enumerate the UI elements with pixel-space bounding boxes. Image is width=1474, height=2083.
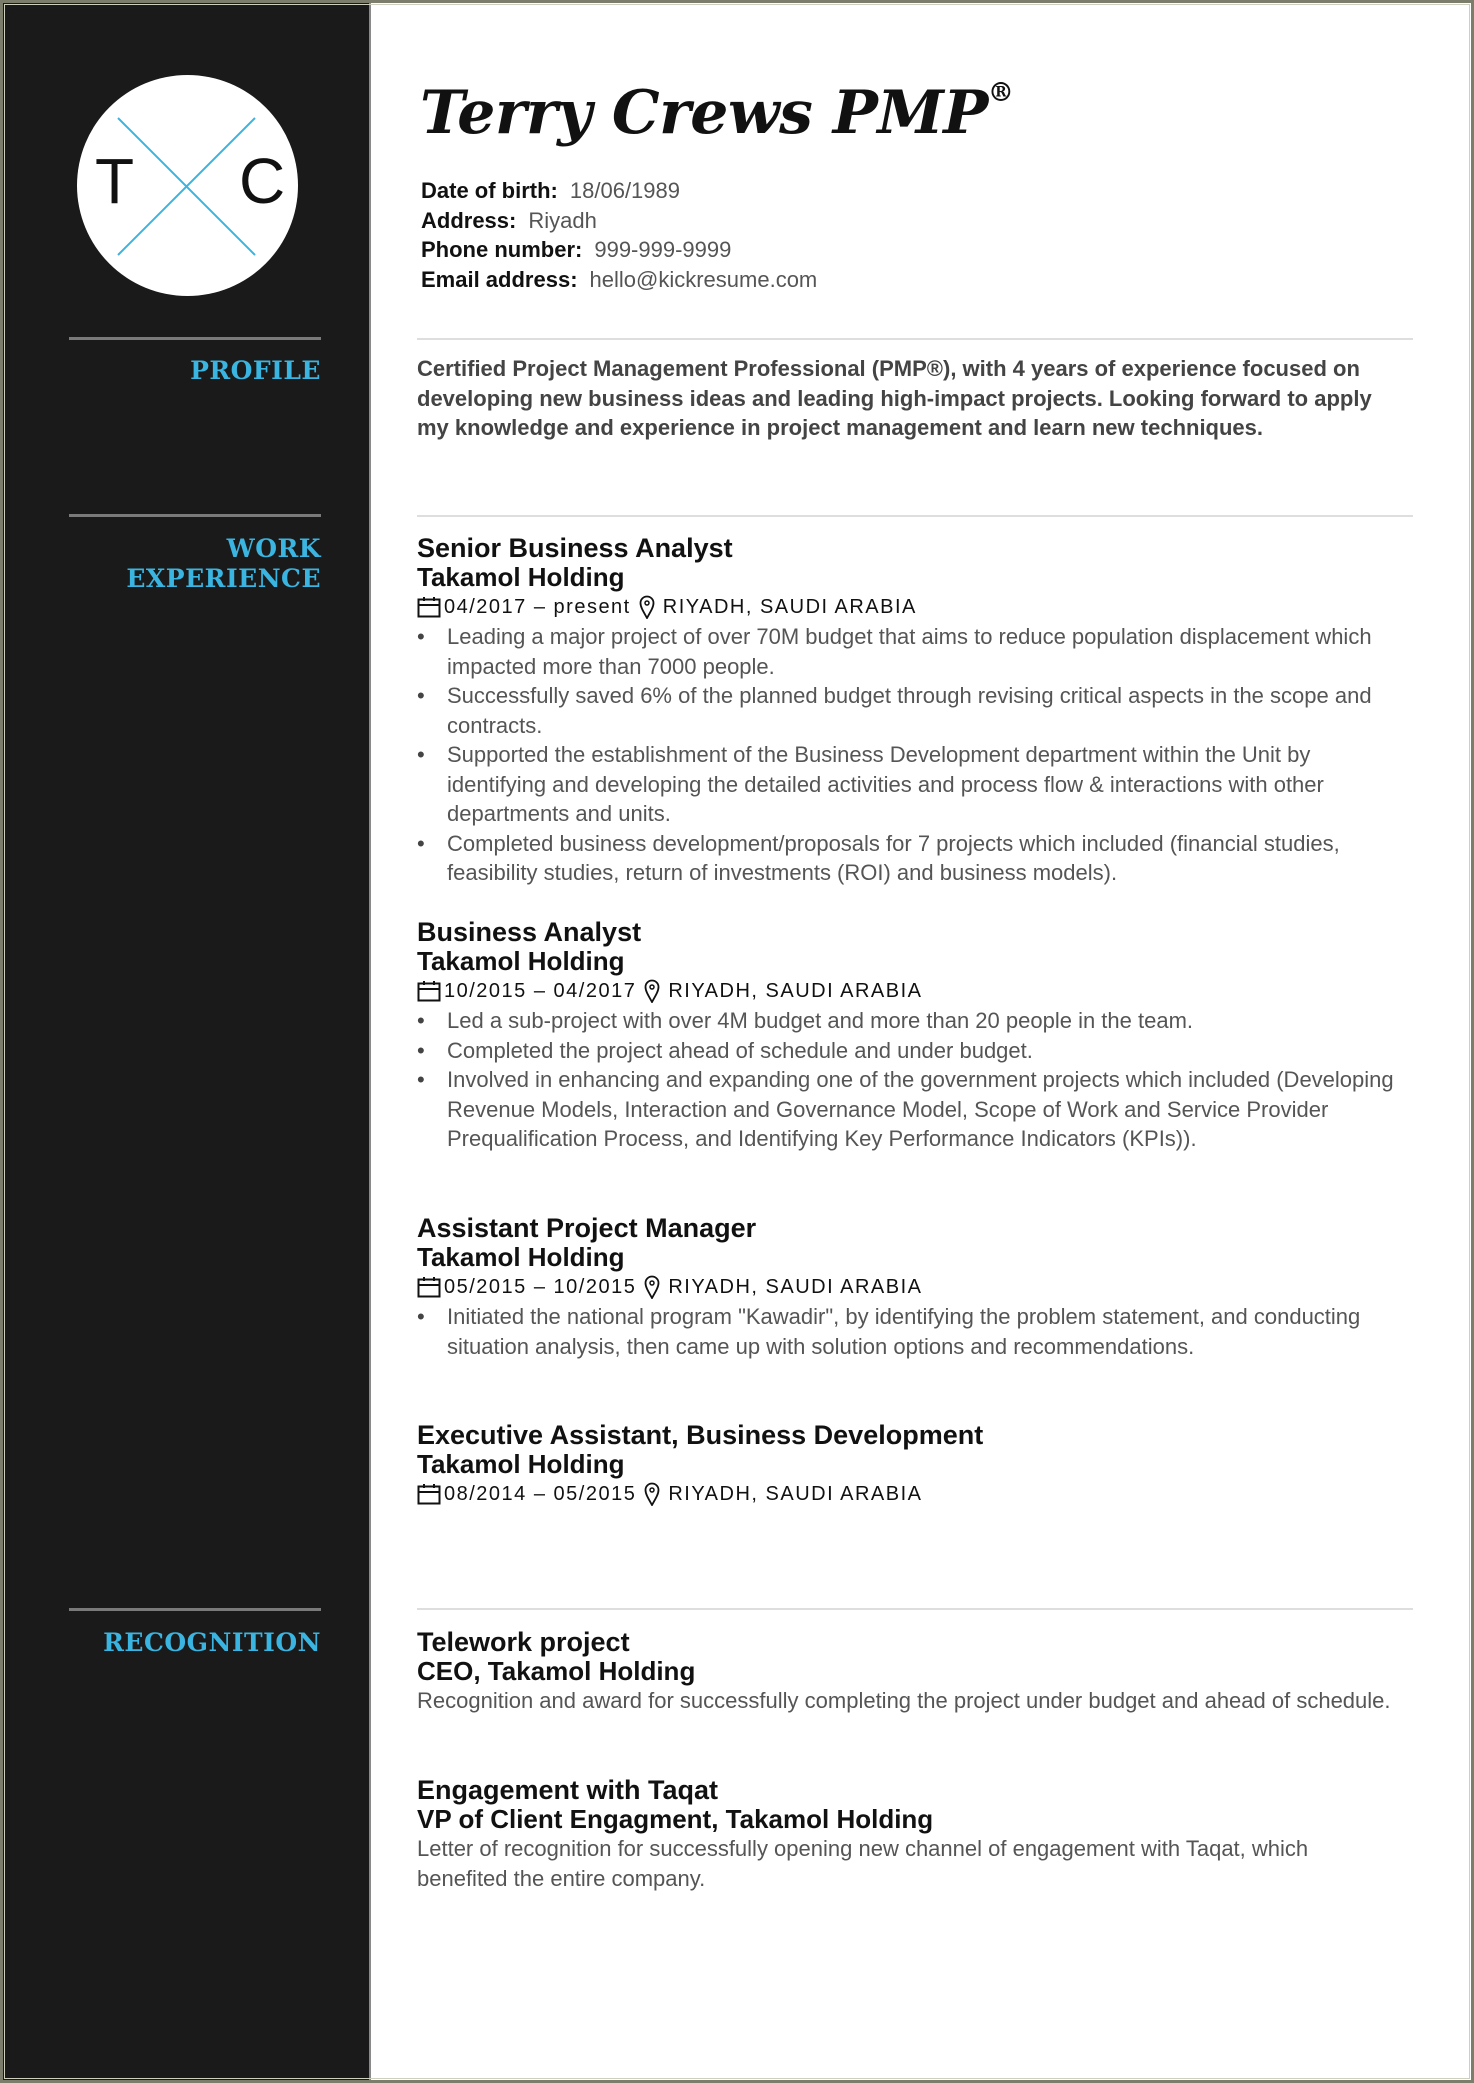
job-company: Takamol Holding — [417, 946, 625, 976]
job-location: RIYADH, SAUDI ARABIA — [668, 980, 923, 1002]
calendar-icon — [417, 596, 441, 618]
contact-label: Date of birth: — [421, 178, 558, 203]
job-bullet: • Initiated the national program "Kawadir", by identifying the problem statement, and conducting situation analysis, then came up with solution options and recommendations. — [447, 1302, 1397, 1361]
job-company: Takamol Holding — [417, 1449, 625, 1479]
location-pin-icon — [639, 595, 655, 619]
job-bullet: • Led a sub-project with over 4M budget and more than 20 people in the team. — [447, 1006, 1397, 1036]
job-location: RIYADH, SAUDI ARABIA — [668, 1483, 923, 1505]
section-label-profile: PROFILE — [190, 356, 321, 385]
registered-mark: ® — [987, 78, 1014, 108]
job-meta — [417, 1479, 1397, 1509]
contact-label: Phone number: — [421, 237, 583, 262]
initial-second: C — [239, 145, 286, 217]
recognition-issuer: VP of Client Engagment, Takamol Holding — [417, 1804, 934, 1834]
job-title: Executive Assistant, Business Development — [417, 1420, 984, 1450]
contact-row-email — [421, 265, 817, 295]
job-bullet: • Involved in enhancing and expanding one of the government projects which included (Developing Revenue Models, Interaction and Governance Model, Scope of Work and Service Provider Prequalification Process, and Identifying Key Performance Indicators (KPIs)). — [447, 1065, 1397, 1154]
job-bullet: • Completed the project ahead of schedule and under budget. — [447, 1036, 1397, 1066]
calendar-icon — [417, 1276, 441, 1298]
calendar-icon — [417, 980, 441, 1002]
profile-summary: Certified Project Management Professional (PMP®), with 4 years of experience focused on developing new business ideas and leading high-impact projects. Looking forward to apply my knowledge and experience in project management and learn new techniques. — [417, 356, 1372, 440]
sidebar — [3, 3, 371, 2080]
job-dates: 08/2014 – 05/2015 — [444, 1483, 637, 1505]
recognition-description: Recognition and award for successfully completing the project under budget and ahead of schedule. — [417, 1688, 1391, 1713]
candidate-name: Terry Crews PMP — [420, 78, 988, 148]
recognition-entry — [417, 1628, 1397, 1716]
sidebar-divider — [69, 514, 321, 517]
contact-value: 999-999-9999 — [594, 237, 732, 262]
contact-value: Riyadh — [528, 207, 597, 233]
job-title: Assistant Project Manager — [417, 1213, 757, 1243]
job-company: Takamol Holding — [417, 1242, 625, 1272]
location-pin-icon — [644, 979, 660, 1003]
job-bullet: • Completed business development/proposals for 7 projects which included (financial studies, feasibility studies, return of investments (ROI) and business models). — [447, 829, 1397, 888]
contact-row-phone — [421, 235, 817, 265]
job-meta — [417, 976, 1397, 1006]
recognition-description: Letter of recognition for successfully opening new channel of engagement with Taqat, which benefited the entire company. — [417, 1836, 1309, 1891]
recognition-title: Telework project — [417, 1627, 630, 1657]
job-bullet: • Successfully saved 6% of the planned budget through revising critical aspects in the scope and contracts. — [447, 681, 1397, 740]
recognition-title: Engagement with Taqat — [417, 1775, 719, 1805]
job-bullet: • Supported the establishment of the Business Development department within the Unit by identifying and developing the detailed activities and process flow & interactions with other departments and units. — [447, 740, 1397, 829]
job-dates: 10/2015 – 04/2017 — [444, 980, 637, 1002]
contact-value[interactable]: hello@kickresume.com — [589, 266, 818, 292]
location-pin-icon — [644, 1482, 660, 1506]
page-title — [420, 78, 1013, 148]
location-pin-icon — [644, 1275, 660, 1299]
section-divider — [417, 515, 1413, 517]
contact-label: Address: — [421, 207, 517, 233]
contact-details — [421, 176, 817, 294]
job-bullets — [417, 1006, 1397, 1154]
calendar-icon — [417, 1483, 441, 1505]
section-label-line: EXPERIENCE — [126, 564, 321, 593]
section-divider — [417, 1608, 1413, 1610]
initial-first: T — [95, 145, 135, 217]
job-location: RIYADH, SAUDI ARABIA — [662, 596, 917, 618]
job-bullet: • Leading a major project of over 70M budget that aims to reduce population displacement which impacted more than 7000 people. — [447, 622, 1397, 681]
job-location: RIYADH, SAUDI ARABIA — [668, 1276, 923, 1298]
section-label-line: WORK — [226, 534, 321, 563]
job-title: Business Analyst — [417, 917, 642, 947]
job-entry — [417, 918, 1397, 1154]
job-meta — [417, 592, 1397, 622]
job-bullets — [417, 1302, 1397, 1361]
avatar-monogram — [77, 75, 298, 296]
sidebar-divider — [69, 337, 321, 340]
job-company: Takamol Holding — [417, 562, 625, 592]
job-bullets — [417, 622, 1397, 888]
sidebar-divider — [69, 1608, 321, 1611]
contact-row-address — [421, 206, 817, 236]
contact-value: 18/06/1989 — [569, 178, 680, 203]
job-entry — [417, 1214, 1397, 1361]
section-label-work-experience — [126, 534, 321, 594]
section-divider — [417, 338, 1413, 340]
recognition-issuer: CEO, Takamol Holding — [417, 1656, 696, 1686]
job-entry — [417, 534, 1397, 888]
job-title: Senior Business Analyst — [417, 533, 733, 563]
job-dates: 05/2015 – 10/2015 — [444, 1276, 637, 1298]
recognition-entry — [417, 1776, 1397, 1893]
job-dates: 04/2017 – present — [444, 596, 631, 618]
job-entry — [417, 1421, 1397, 1509]
contact-row-dob — [421, 176, 817, 206]
contact-label: Email address: — [421, 266, 578, 292]
section-label-recognition: RECOGNITION — [103, 1628, 321, 1657]
job-meta — [417, 1272, 1397, 1302]
